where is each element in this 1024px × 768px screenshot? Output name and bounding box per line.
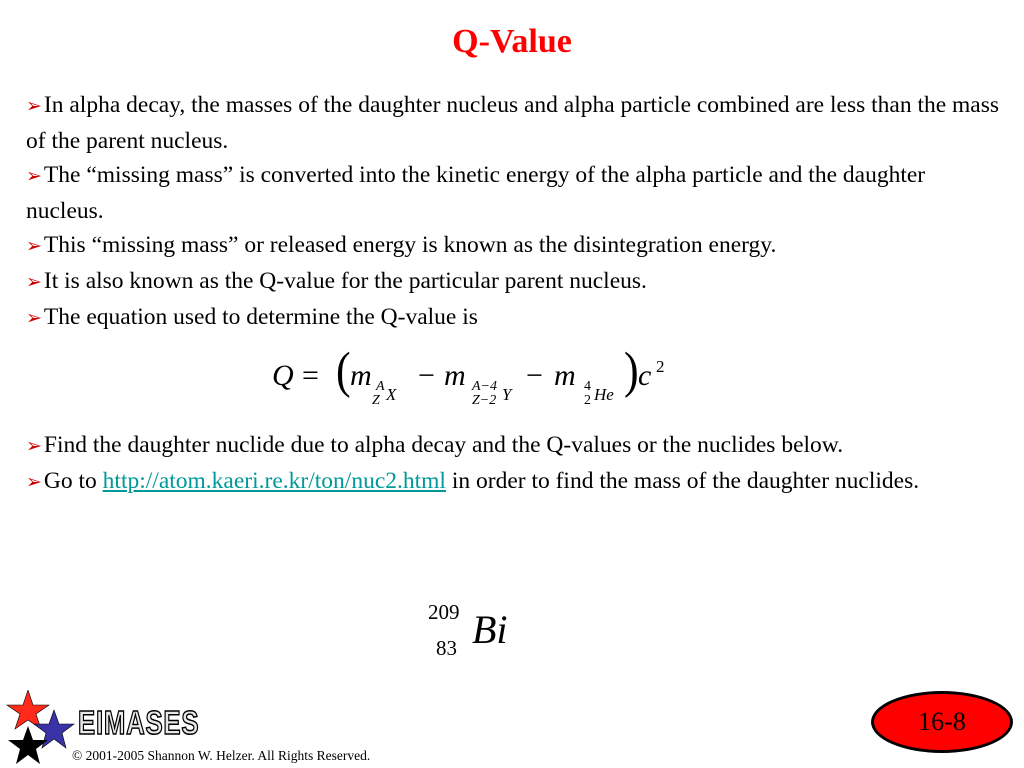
- equation-minus: −: [526, 359, 543, 392]
- equation-m-alpha: m: [554, 359, 576, 392]
- alpha-atomic-number: 2: [584, 393, 591, 408]
- equation-m-daughter: m: [444, 359, 466, 392]
- arrow-bullet-icon: ➢: [26, 272, 42, 293]
- equation-c-exponent: 2: [656, 357, 665, 376]
- arrow-bullet-icon: ➢: [26, 436, 42, 457]
- parent-symbol: X: [386, 385, 397, 404]
- bullet-text: The equation used to determine the Q-value is: [43, 304, 478, 330]
- parent-mass-number: A: [376, 379, 385, 394]
- arrow-bullet-icon: ➢: [26, 308, 42, 329]
- logo-text: EIMASES: [78, 704, 200, 741]
- equation-c: c: [638, 359, 652, 392]
- equation-m-parent: m: [350, 359, 372, 392]
- daughter-atomic-number: Z−2: [472, 393, 497, 408]
- alpha-symbol: He: [594, 385, 614, 404]
- equation-equals: =: [302, 359, 319, 392]
- bullet-text: This “missing mass” or released energy is known as the disintegration energy.: [43, 232, 777, 258]
- arrow-bullet-icon: ➢: [26, 236, 42, 257]
- equation-close-paren: ): [624, 342, 639, 399]
- alpha-mass-number: 4: [584, 379, 591, 394]
- bullet-list-secondary: [26, 428, 1001, 500]
- nuclide-mass-number: 209: [428, 600, 460, 624]
- equation-q: Q: [272, 359, 294, 392]
- bullet-text: The “missing mass” is converted into the kinetic energy of the alpha particle and the daughter nucleus.: [26, 162, 926, 224]
- bullet-item: [26, 88, 1001, 158]
- equation-minus: −: [418, 359, 435, 392]
- goto-suffix: in order to find the mass of the daughter nuclides.: [445, 468, 920, 494]
- nuclide-atomic-number: 83: [436, 636, 457, 660]
- bullet-text: Find the daughter nuclide due to alpha decay and the Q-values or the nuclides below.: [43, 432, 844, 458]
- parent-atomic-number: Z: [372, 393, 380, 408]
- arrow-bullet-icon: ➢: [26, 472, 42, 493]
- copyright-notice: © 2001-2005 Shannon W. Helzer. All Rights Reserved.: [72, 748, 371, 763]
- bullet-text: In alpha decay, the masses of the daughter nucleus and alpha particle combined are less than the mass of the parent nucleus.: [26, 92, 1000, 154]
- nuclide-notation: [428, 600, 528, 670]
- bullet-item: [26, 158, 1001, 228]
- bullet-item: [26, 428, 1001, 464]
- page-number-badge: 16-8: [871, 691, 1013, 753]
- bullet-item: [26, 228, 1001, 264]
- goto-prefix: Go to: [43, 468, 103, 494]
- nuclide-symbol: Bi: [472, 607, 508, 652]
- arrow-bullet-icon: ➢: [26, 96, 42, 117]
- slide-title: Q-Value: [452, 23, 572, 60]
- equation-open-paren: (: [336, 342, 351, 399]
- arrow-bullet-icon: ➢: [26, 166, 42, 187]
- bullet-item: [26, 464, 1001, 500]
- nuclide-data-link[interactable]: http://atom.kaeri.re.kr/ton/nuc2.html: [102, 468, 446, 494]
- bullet-text: It is also known as the Q-value for the particular parent nucleus.: [43, 268, 647, 294]
- bullet-item: [26, 264, 1001, 300]
- q-value-equation: [272, 342, 712, 415]
- bullet-list: [26, 88, 1001, 336]
- daughter-mass-number: A−4: [472, 379, 497, 394]
- bullet-item: [26, 300, 1001, 336]
- daughter-symbol: Y: [502, 385, 512, 404]
